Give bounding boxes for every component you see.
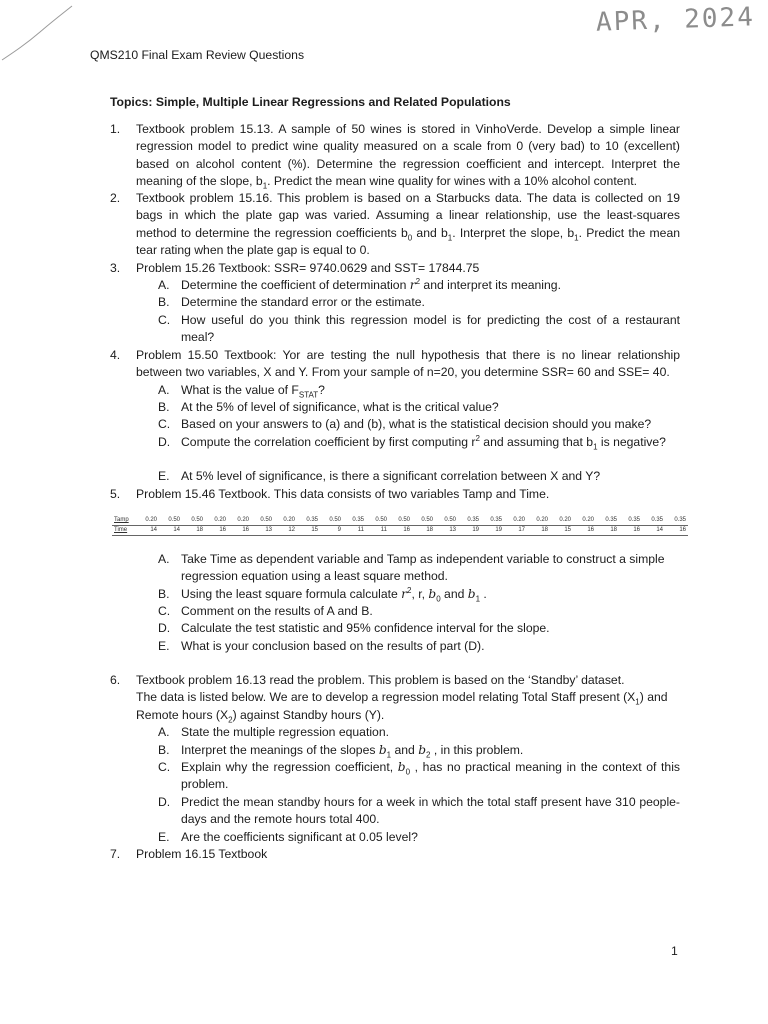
tamp-row: [112, 516, 688, 526]
question-text: Problem 16.15 Textbook: [136, 847, 268, 861]
question-4-part-b: B. At the 5% of level of significance, what is the critical value?: [158, 400, 499, 414]
question-6: [110, 672, 680, 724]
question-4-part-a: A. What is the value of $F_{STAT}$?: [158, 383, 325, 400]
time-row: [112, 526, 688, 536]
question-text: Problem 15.26 Textbook: SSR= 9740.0629 and SST= 17844.75: [136, 261, 480, 275]
question-5-part-c: C. Comment on the results of A and B.: [158, 604, 373, 618]
question-4: [110, 347, 680, 382]
question-text: Textbook problem 16.13 read the problem. This problem is based on the ‘Standby’ dataset. The data is listed below. We are to develop a regression model relating Total Staff present $(X_1)$ and Remote hours $(X_2)$ against Standby hours (Y).: [136, 673, 668, 725]
tamp-cell: 0.50: [412, 516, 435, 526]
tamp-cell: 0.35: [481, 516, 504, 526]
question-number: 2.: [110, 191, 121, 205]
question-number: 3.: [110, 261, 121, 275]
tamp-cell: 0.35: [665, 516, 688, 526]
question-6-part-b: B. Interpret the meanings of the slopes $b_1$ and $b_2$ , in this problem.: [158, 743, 524, 760]
topics-heading: Topics: Simple, Multiple Linear Regressions and Related Populations: [110, 95, 511, 109]
question-text: Textbook problem 15.16. This problem is based on a Starbucks data. The data is collected on 19 bags in which the plate gap was varied. Assuming a linear relationship, use the least-squares method to determine the regression coefficients $b_0$ and $b_1$. Interpret the slope, $b_1$. Predict the mean tear rating when the plate gap is equal to 0.: [136, 191, 680, 258]
question-text: Problem 15.46 Textbook. This data consists of two variables Tamp and Time.: [136, 487, 550, 501]
tamp-cell: 0.50: [159, 516, 182, 526]
row-label: Time: [112, 526, 136, 536]
tamp-cell: 0.20: [504, 516, 527, 526]
time-cell: 15: [550, 526, 573, 536]
time-cell: 16: [573, 526, 596, 536]
tamp-cell: 0.50: [435, 516, 458, 526]
question-5: [110, 486, 680, 503]
time-cell: 11: [366, 526, 389, 536]
question-3-part-b: B. Determine the standard error or the estimate.: [158, 295, 425, 309]
tamp-cell: 0.35: [458, 516, 481, 526]
question-5-part-a: A. Take Time as dependent variable and Tamp as independent variable to construct a simple regression equation using a least square method.: [158, 552, 665, 584]
question-number: 5.: [110, 487, 121, 501]
question-4-part-d: D. Compute the correlation coefficient by first computing $r^2$ and assuming that $b_1$ is negative?: [158, 433, 666, 452]
tamp-cell: 0.50: [320, 516, 343, 526]
time-cell: 17: [504, 526, 527, 536]
question-1: [110, 121, 680, 191]
time-cell: 14: [642, 526, 665, 536]
tamp-cell: 0.20: [550, 516, 573, 526]
tamp-cell: 0.35: [642, 516, 665, 526]
time-cell: 18: [412, 526, 435, 536]
time-cell: 15: [297, 526, 320, 536]
question-3: [110, 260, 680, 277]
pen-scribble-mark: [0, 0, 80, 70]
question-2: [110, 190, 680, 260]
question-4-part-c: C. Based on your answers to (a) and (b), what is the statistical decision should you make?: [158, 417, 652, 431]
tamp-time-data-table: [112, 516, 688, 536]
question-4-part-e: E. At 5% level of significance, is there a significant correlation between X and Y?: [158, 469, 601, 483]
time-cell: 16: [665, 526, 688, 536]
time-cell: 18: [596, 526, 619, 536]
time-cell: 18: [527, 526, 550, 536]
question-number: 6.: [110, 673, 121, 687]
tamp-cell: 0.35: [343, 516, 366, 526]
document-header-title: QMS210 Final Exam Review Questions: [90, 48, 305, 62]
question-number: 4.: [110, 348, 121, 362]
time-cell: 16: [619, 526, 642, 536]
question-number: 1.: [110, 122, 121, 136]
question-7: [110, 846, 680, 863]
page-number: 1: [671, 944, 678, 958]
tamp-cell: 0.20: [527, 516, 550, 526]
time-cell: 19: [458, 526, 481, 536]
question-text: Problem 15.50 Textbook: Yor are testing the null hypothesis that there is no linear relationship between two variables, X and Y. From your sample of n=20, you determine SSR= 60 and SSE= 40.: [136, 348, 680, 380]
tamp-cell: 0.35: [619, 516, 642, 526]
time-cell: 14: [136, 526, 159, 536]
question-6-part-c: C. Explain why the regression coefficient, $b_0$ , has no practical meaning in the context of this problem.: [158, 760, 681, 792]
question-3-part-a: A. Determine the coefficient of determination $r^2$ and interpret its meaning.: [158, 276, 561, 292]
tamp-cell: 0.50: [366, 516, 389, 526]
question-6-part-e: E. Are the coefficients significant at 0.05 level?: [158, 830, 418, 844]
question-5-part-e: E. What is your conclusion based on the results of part (D).: [158, 639, 485, 653]
time-cell: 13: [251, 526, 274, 536]
question-6-part-a: A. State the multiple regression equation.: [158, 725, 389, 739]
time-cell: 19: [481, 526, 504, 536]
tamp-cell: 0.35: [297, 516, 320, 526]
tamp-cell: 0.20: [573, 516, 596, 526]
time-cell: 16: [228, 526, 251, 536]
time-cell: 16: [389, 526, 412, 536]
question-text: Textbook problem 15.13. A sample of 50 wines is stored in VinhoVerde. Develop a simple linear regression model to predict wine quality measured on a scale from 0 (very bad) to 10 (excellent) based on alcohol content (%). Determine the regression coefficient and intercept. Interpret the meaning of the slope, $b_1$. Predict the mean wine quality for wines with a 10% alcohol content.: [136, 122, 680, 191]
question-number: 7.: [110, 847, 121, 861]
time-cell: 16: [205, 526, 228, 536]
time-cell: 13: [435, 526, 458, 536]
row-label: Tamp: [112, 516, 136, 526]
tamp-cell: 0.50: [182, 516, 205, 526]
question-5-part-d: D. Calculate the test statistic and 95% confidence interval for the slope.: [158, 621, 550, 635]
tamp-cell: 0.20: [228, 516, 251, 526]
tamp-cell: 0.20: [205, 516, 228, 526]
handwritten-date: APR, 2024: [595, 2, 756, 38]
tamp-cell: 0.50: [251, 516, 274, 526]
time-cell: 9: [320, 526, 343, 536]
question-5-part-b: B. Using the least square formula calculate $r^2$, r, $b_0$ and $b_1$ .: [158, 585, 487, 604]
time-cell: 12: [274, 526, 297, 536]
time-cell: 11: [343, 526, 366, 536]
time-cell: 14: [159, 526, 182, 536]
time-cell: 18: [182, 526, 205, 536]
tamp-cell: 0.50: [389, 516, 412, 526]
tamp-cell: 0.20: [274, 516, 297, 526]
tamp-cell: 0.20: [136, 516, 159, 526]
tamp-cell: 0.35: [596, 516, 619, 526]
question-3-part-c: C. How useful do you think this regression model is for predicting the cost of a restaurant meal?: [158, 313, 680, 345]
question-6-part-d: D. Predict the mean standby hours for a week in which the total staff present have 310 people-days and the remote hours total 400.: [158, 795, 680, 827]
